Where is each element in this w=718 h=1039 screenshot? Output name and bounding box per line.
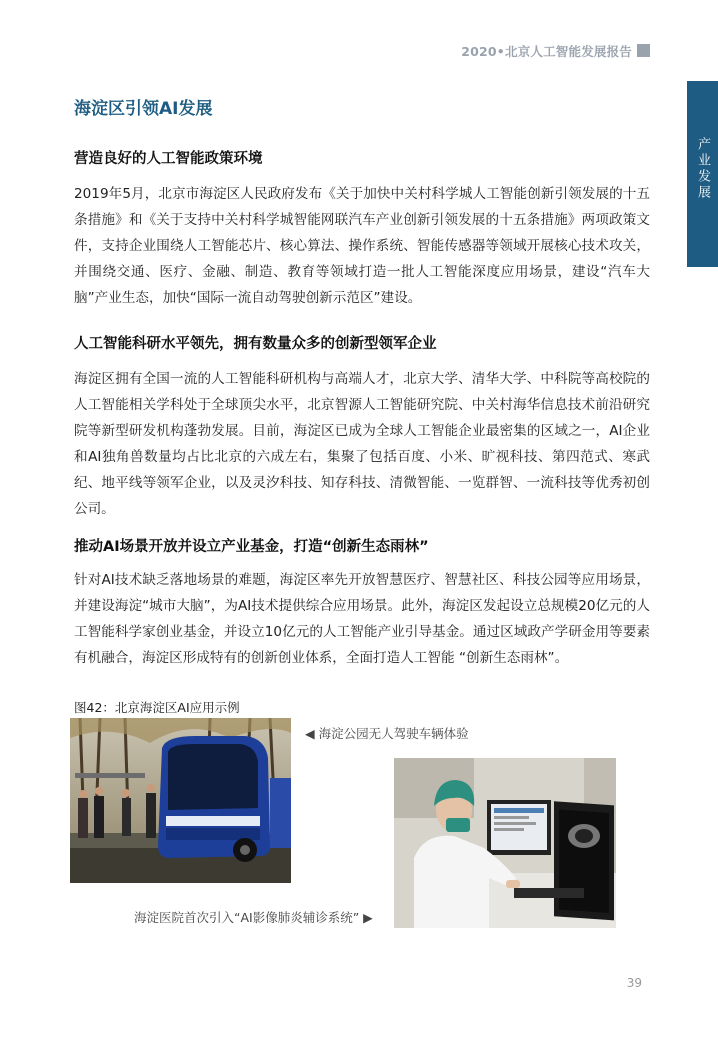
photo1-caption: ◀ 海淀公园无人驾驶车辆体验 xyxy=(305,726,469,741)
chapter-side-tab-label: 产业发展 xyxy=(695,137,710,201)
subheading-fund: 推动AI场景开放并设立产业基金，打造“创新生态雨林” xyxy=(74,539,429,555)
paragraph-research: 海淀区拥有全国一流的人工智能科研机构与高端人才，北京大学、清华大学、中科院等高校院的人工智能相关学科处于全球顶尖水平，北京智源人工智能研究院、中关村海华信息技术前沿研究院等新型研发机构蓬勃发展。目前，海淀区已成为全球人工智能企业最密集的区域之一，AI企业和AI独角兽数量均占比北京的六成左右，集聚了包括百度、小米、旷视科技、第四范式、寒武纪、地平线等领军企业，以及灵汐科技、知存科技、清微智能、一览群智、一流科技等优秀初创公司。 xyxy=(74,371,650,517)
subheading-research: 人工智能科研水平领先，拥有数量众多的创新型领军企业 xyxy=(74,336,437,352)
autonomous-bus-photo xyxy=(70,718,291,883)
subheading-policy: 营造良好的人工智能政策环境 xyxy=(74,151,263,167)
page-number: 39 xyxy=(626,976,642,990)
paragraph-policy: 2019年5月，北京市海淀区人民政府发布《关于加快中关村科学城人工智能创新引领发展的十五条措施》和《关于支持中关村科学城智能网联汽车产业创新引领发展的十五条措施》两项政策文件，支持企业围绕人工智能芯片、核心算法、操作系统、智能传感器等领域开展核心技术攻关，并围绕交通、医疗、金融、制造、教育等领域打造一批人工智能深度应用场景，建设“汽车大脑”产业生态，加快“国际一流自动驾驶创新示范区”建设。 xyxy=(74,186,650,306)
report-header: 2020•北京人工智能发展报告 xyxy=(461,44,632,59)
chapter-side-tab[interactable] xyxy=(687,81,718,267)
ai-imaging-doctor-photo xyxy=(394,758,616,928)
photo2-caption: 海淀医院首次引入“AI影像肺炎辅诊系统” ▶ xyxy=(134,910,373,925)
paragraph-fund: 针对AI技术缺乏落地场景的难题，海淀区率先开放智慧医疗、智慧社区、科技公园等应用场景，并建设海淀“城市大脑”，为AI技术提供综合应用场景。此外，海淀区发起设立总规模20亿元的人工智能科学家创业基金，并设立10亿元的人工智能产业引导基金。通过区域政产学研金用等要素有机融合，海淀区形成特有的创新创业体系，全面打造人工智能 “创新生态雨林”。 xyxy=(74,572,650,666)
section-title: 海淀区引领AI发展 xyxy=(74,99,213,119)
header-square-icon xyxy=(637,44,650,57)
figure-caption: 图42：北京海淀区AI应用示例 xyxy=(74,700,240,715)
